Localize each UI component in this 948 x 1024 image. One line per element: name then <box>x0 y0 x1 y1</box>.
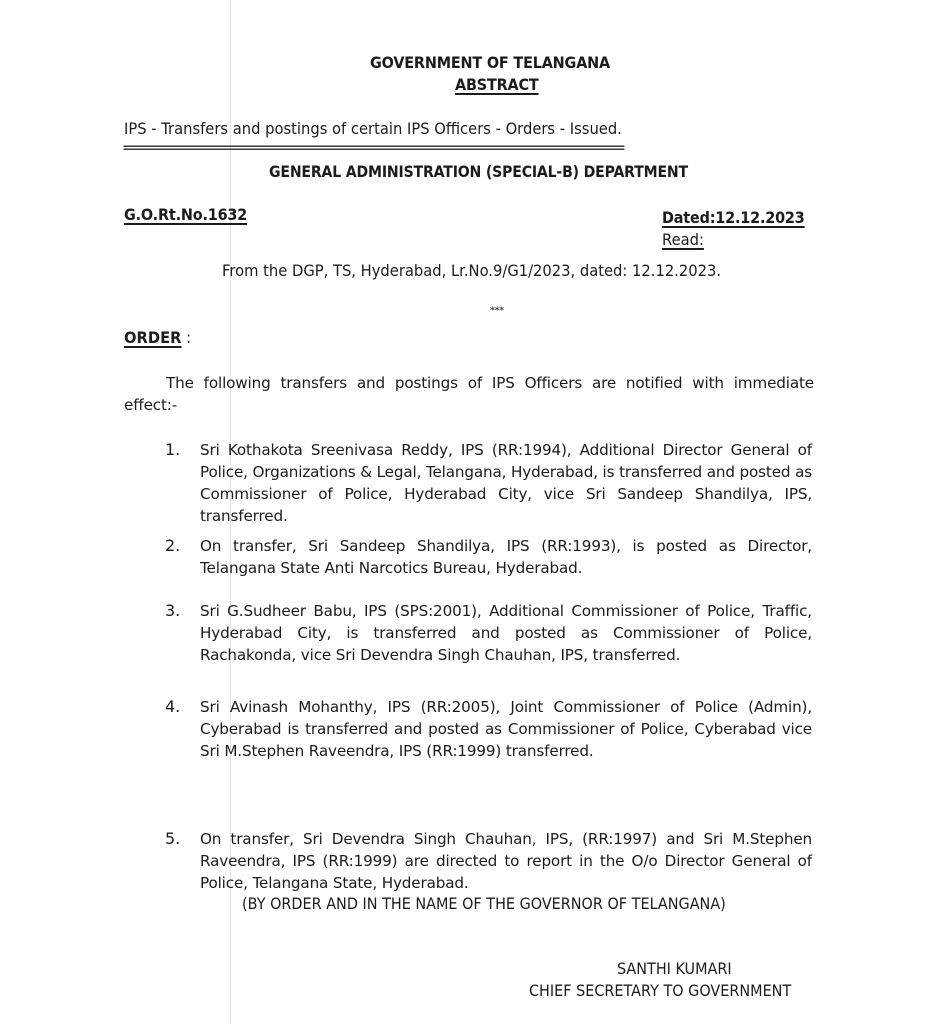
signatory-name: SANTHI KUMARI <box>617 959 732 978</box>
go-number: G.O.Rt.No.1632 <box>124 205 248 224</box>
section-stars: *** <box>490 306 505 316</box>
abstract-heading: ABSTRACT <box>455 75 539 94</box>
authority-line: (BY ORDER AND IN THE NAME OF THE GOVERNOR OF TELANGANA) <box>242 894 726 913</box>
item-text: On transfer, Sri Devendra Singh Chauhan, IPS, (RR:1997) and Sri M.Stephen Raveendra, IPS (RR:1999) are directed to report in the O/o Director General of Police, Telangana State, Hyderabad. <box>200 830 812 892</box>
item-text: Sri Avinash Mohanthy, IPS (RR:2005), Joint Commissioner of Police (Admin), Cyberabad is transferred and posted as Commissioner of Police, Cyberabad vice Sri M.Stephen Raveendra, IPS (RR:1999) transferred. <box>200 698 812 760</box>
order-label-colon: : <box>181 328 192 347</box>
item-text: Sri G.Sudheer Babu, IPS (SPS:2001), Additional Commissioner of Police, Traffic, Hyderabad City, is transferred and posted as Commissioner of Police, Rachakonda, vice Sri Devendra Singh Chauhan, IPS, transferred. <box>200 602 812 664</box>
item-number: 5. <box>165 829 181 848</box>
signatory-title: CHIEF SECRETARY TO GOVERNMENT <box>529 981 792 1000</box>
order-label-row <box>124 327 191 349</box>
reference-line: From the DGP, TS, Hyderabad, Lr.No.9/G1/2023, dated: 12.12.2023. <box>222 261 721 280</box>
department-heading: GENERAL ADMINISTRATION (SPECIAL-B) DEPARTMENT <box>269 162 688 181</box>
read-label: Read: <box>662 230 704 249</box>
item-number: 2. <box>165 536 181 555</box>
item-text: On transfer, Sri Sandeep Shandilya, IPS (RR:1993), is posted as Director, Telangana State Anti Narcotics Bureau, Hyderabad. <box>200 537 812 577</box>
item-number: 3. <box>165 601 181 620</box>
item-number: 1. <box>165 440 181 459</box>
separator-line: ================================================================================= <box>123 141 624 156</box>
item-number: 4. <box>165 697 181 716</box>
subject-line: IPS - Transfers and postings of certain IPS Officers - Orders - Issued. <box>124 119 622 138</box>
government-title: GOVERNMENT OF TELANGANA <box>370 53 611 72</box>
intro-paragraph: The following transfers and postings of IPS Officers are notified with immediate effect:- <box>124 374 814 414</box>
order-date: Dated:12.12.2023 <box>662 208 805 227</box>
order-label: ORDER <box>124 328 182 347</box>
item-text: Sri Kothakota Sreenivasa Reddy, IPS (RR:1994), Additional Director General of Police, Organizations & Legal, Telangana, Hyderabad, is transferred and posted as Commissioner of Police, Hyderabad City, vice Sri Sandeep Shandilya, IPS, transferred. <box>200 441 812 525</box>
